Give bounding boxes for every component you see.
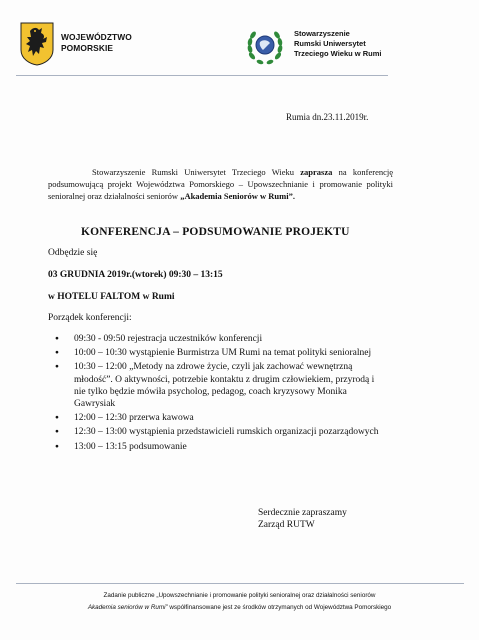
agenda-item: ● 09:30 - 09:50 rejestracja uczestników konferencji: [55, 333, 385, 345]
intro-text-1: Stowarzyszenie Rumski Uniwersytet Trzeciego Wieku: [92, 167, 301, 177]
association-line2: Rumski Uniwersytet: [294, 39, 366, 48]
agenda-item: ● 12:00 – 12:30 przerwa kawowa: [55, 412, 385, 424]
intro-paragraph: [48, 166, 393, 202]
agenda-list: [55, 333, 385, 455]
letter-date: Rumia dn.23.11.2019r.: [286, 112, 369, 122]
footer-line-2: [0, 604, 479, 611]
agenda-item: ● 13:00 – 13:15 podsumowanie: [55, 441, 385, 453]
griffin-crest-icon: [20, 22, 54, 66]
closing-signature: Zarząd RUTW: [258, 520, 315, 530]
association-line3: Trzeciego Wieku w Rumi: [294, 49, 382, 58]
agenda-heading: Porządek konferencji:: [48, 313, 132, 323]
intro-invite-word: zaprasza: [300, 167, 333, 177]
agenda-item: ● 10:00 – 10:30 wystąpienie Burmistrza UM Rumi na temat polityki senioralnej: [55, 347, 385, 359]
agenda-item: ● 12:30 – 13:00 wystąpienia przedstawicieli rumskich organizacji pozarządowych: [55, 426, 385, 438]
conference-venue: w HOTELU FALTOM w Rumi: [48, 292, 175, 302]
agenda-item: ● 10:30 – 12:00 „Metody na zdrowe życie, czyli jak zachować wewnętrzną młodość”. O aktywności, potrzebie kontaktu z drugim człowiekiem, przyrodą i nie tylko będzie mówiła psycholog, pedagog, coach kryzysowy Monika Gawrysiak: [55, 361, 385, 410]
voivodeship-name: [61, 32, 132, 54]
association-name: [294, 29, 381, 59]
voivodeship-line1: WOJEWÓDZTWO: [61, 32, 132, 42]
laurel-wreath-logo-icon: [246, 26, 284, 66]
conference-date-time: 03 GRUDNIA 2019r.(wtorek) 09:30 – 13:15: [48, 270, 223, 280]
footer-funding-text: współfinansowane jest ze środków otrzymanych od Województwa Pomorskiego: [167, 604, 392, 611]
intro-project-name: „Akademia Seniorów w Rumi”.: [180, 191, 295, 201]
closing-greeting: Serdecznie zapraszamy: [258, 508, 347, 518]
footer-divider: [16, 583, 464, 584]
footer-line-1: Zadanie publiczne „Upowszechnianie i promowanie polityki senioralnej oraz działalności seniorów: [103, 592, 376, 599]
association-line1: Stowarzyszenie: [294, 29, 350, 38]
will-take-place-label: Odbędzie się: [48, 248, 98, 258]
intro-text-2: na konferencję podsumowującą projekt Województwa Pomorskiego – Upowszechnianie i promowanie polityki senioralnej oraz działalności seniorów: [48, 167, 394, 201]
header-divider: [16, 75, 388, 76]
footer-project-name: Akademia seniorów w Rumi”: [87, 604, 168, 611]
voivodeship-line2: POMORSKIE: [61, 43, 114, 53]
conference-title: KONFERENCJA – PODSUMOWANIE PROJEKTU: [81, 226, 350, 238]
